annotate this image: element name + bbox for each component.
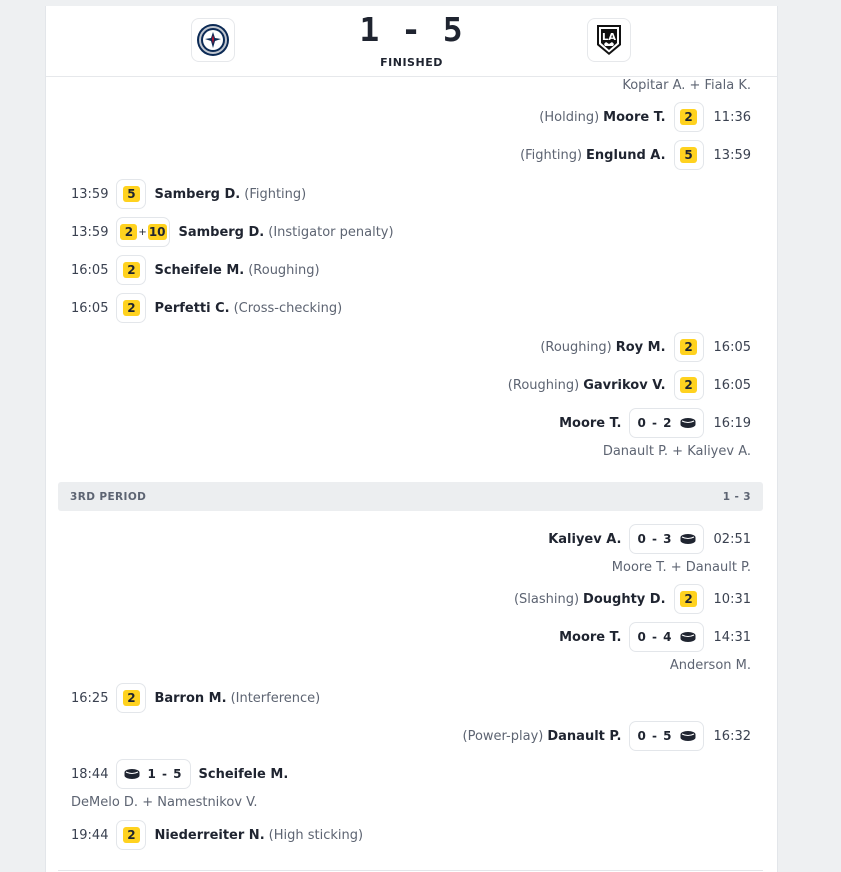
penalty-row bbox=[539, 102, 751, 132]
goal-score-box bbox=[629, 721, 703, 751]
penalty-box bbox=[116, 217, 170, 247]
goal-score-box bbox=[629, 622, 703, 652]
event-time: 10:31 bbox=[713, 591, 751, 607]
penalty-minutes-badge: 2 bbox=[680, 591, 697, 607]
player-name[interactable]: Samberg D. bbox=[178, 224, 265, 240]
penalty-reason: (Roughing) bbox=[248, 262, 320, 278]
goal-row bbox=[463, 721, 751, 751]
goal-score: 0 - 5 bbox=[637, 729, 673, 743]
penalty-minutes-badge: 2 bbox=[123, 827, 140, 843]
penalty-reason: (Slashing) bbox=[513, 591, 580, 607]
penalty-box bbox=[116, 683, 146, 713]
goal-assists: Kopitar A. + Fiala K. bbox=[622, 78, 751, 93]
period-header-3rd[interactable] bbox=[58, 482, 763, 511]
match-status: FINISHED bbox=[380, 56, 443, 69]
player-name[interactable]: Moore T. bbox=[559, 629, 622, 645]
penalty-box bbox=[674, 332, 704, 362]
player-name[interactable]: Scheifele M. bbox=[198, 766, 289, 782]
penalty-reason: (Fighting) bbox=[520, 147, 583, 163]
goal-row bbox=[71, 759, 288, 789]
event-time: 16:05 bbox=[71, 262, 109, 278]
goal-type: (Power-play) bbox=[462, 728, 544, 744]
goal-row bbox=[548, 524, 751, 554]
final-score: 1 - 5 bbox=[359, 10, 464, 49]
event-time: 11:36 bbox=[713, 109, 751, 125]
period-score: 1 - 3 bbox=[722, 490, 751, 503]
goal-assists: Danault P. + Kaliyev A. bbox=[602, 444, 751, 459]
goal-score: 0 - 3 bbox=[637, 532, 673, 546]
period-label: 3RD PERIOD bbox=[70, 490, 147, 503]
player-name[interactable]: Barron M. bbox=[154, 690, 227, 706]
penalty-box bbox=[674, 584, 704, 614]
penalty-minutes-badge: 2 bbox=[123, 690, 140, 706]
goal-score: 1 - 5 bbox=[147, 767, 183, 781]
penalty-minutes-badge: 2 bbox=[680, 377, 697, 393]
event-time: 18:44 bbox=[71, 766, 109, 782]
goal-score: 0 - 4 bbox=[637, 630, 673, 644]
penalty-reason: (High sticking) bbox=[268, 827, 364, 843]
penalty-minutes-badge: 10 bbox=[148, 225, 166, 239]
goal-score-box bbox=[629, 524, 703, 554]
penalty-box bbox=[116, 255, 146, 285]
penalty-box bbox=[116, 179, 146, 209]
penalty-row bbox=[508, 370, 751, 400]
event-time: 16:25 bbox=[71, 690, 109, 706]
penalty-minutes-badge: 2 bbox=[123, 300, 140, 316]
penalty-row bbox=[71, 217, 394, 247]
goal-score-box bbox=[629, 408, 703, 438]
match-card bbox=[45, 6, 778, 872]
penalty-row bbox=[71, 683, 320, 713]
event-time: 16:32 bbox=[713, 728, 751, 744]
penalty-row bbox=[71, 179, 306, 209]
penalty-reason: (Instigator penalty) bbox=[268, 224, 394, 240]
event-time: 16:05 bbox=[713, 377, 751, 393]
event-time: 02:51 bbox=[713, 531, 751, 547]
player-name[interactable]: Englund A. bbox=[586, 147, 666, 163]
kings-logo-icon bbox=[594, 23, 624, 57]
goal-row bbox=[559, 408, 751, 438]
goal-score-box bbox=[116, 759, 190, 789]
penalty-reason: (Roughing) bbox=[507, 377, 580, 393]
puck-icon bbox=[680, 417, 696, 429]
puck-icon bbox=[124, 768, 140, 780]
penalty-minutes-badge: 2 bbox=[680, 339, 697, 355]
event-time: 16:05 bbox=[713, 339, 751, 355]
player-name[interactable]: Danault P. bbox=[547, 728, 622, 744]
goal-score: 0 - 2 bbox=[637, 416, 673, 430]
penalty-row bbox=[540, 332, 751, 362]
penalty-minutes-badge: 2 bbox=[123, 262, 140, 278]
player-name[interactable]: Samberg D. bbox=[154, 186, 241, 202]
penalty-box bbox=[674, 370, 704, 400]
penalty-box bbox=[674, 102, 704, 132]
player-name[interactable]: Gavrikov V. bbox=[583, 377, 666, 393]
event-time: 13:59 bbox=[713, 147, 751, 163]
player-name[interactable]: Niederreiter N. bbox=[154, 827, 265, 843]
event-time: 16:05 bbox=[71, 300, 109, 316]
goal-assists: Moore T. + Danault P. bbox=[611, 560, 751, 575]
event-time: 14:31 bbox=[713, 629, 751, 645]
puck-icon bbox=[680, 533, 696, 545]
divider bbox=[58, 870, 763, 871]
event-time: 16:19 bbox=[713, 415, 751, 431]
player-name[interactable]: Kaliyev A. bbox=[548, 531, 622, 547]
penalty-box bbox=[116, 293, 146, 323]
penalty-reason: (Holding) bbox=[539, 109, 600, 125]
away-team-logo[interactable] bbox=[587, 18, 631, 62]
player-name[interactable]: Roy M. bbox=[615, 339, 666, 355]
goal-assists: Anderson M. bbox=[669, 658, 751, 673]
player-name[interactable]: Doughty D. bbox=[583, 591, 666, 607]
goal-assists: DeMelo D. + Namestnikov V. bbox=[71, 795, 258, 810]
puck-icon bbox=[680, 730, 696, 742]
player-name[interactable]: Scheifele M. bbox=[154, 262, 245, 278]
event-time: 19:44 bbox=[71, 827, 109, 843]
event-time: 13:59 bbox=[71, 186, 109, 202]
penalty-minutes-badge: 2 bbox=[680, 109, 697, 125]
penalty-row bbox=[71, 255, 320, 285]
penalty-row bbox=[71, 293, 342, 323]
penalty-row bbox=[71, 820, 363, 850]
player-name[interactable]: Moore T. bbox=[603, 109, 666, 125]
player-name[interactable]: Perfetti C. bbox=[154, 300, 230, 316]
penalty-reason: (Fighting) bbox=[244, 186, 307, 202]
penalty-minutes-badge: 5 bbox=[123, 186, 140, 202]
penalty-reason: (Cross-checking) bbox=[233, 300, 343, 316]
penalty-box bbox=[674, 140, 704, 170]
penalty-minutes-badge: 5 bbox=[680, 147, 697, 163]
player-name[interactable]: Moore T. bbox=[559, 415, 622, 431]
match-header bbox=[46, 6, 777, 77]
svg-text:LA: LA bbox=[601, 32, 617, 43]
event-time: 13:59 bbox=[71, 224, 109, 240]
penalty-row bbox=[514, 584, 751, 614]
penalty-reason: (Roughing) bbox=[540, 339, 612, 355]
puck-icon bbox=[680, 631, 696, 643]
goal-row bbox=[559, 622, 751, 652]
plus-sign: + bbox=[138, 226, 147, 238]
penalty-box bbox=[116, 820, 146, 850]
penalty-row bbox=[520, 140, 751, 170]
penalty-reason: (Interference) bbox=[230, 690, 321, 706]
penalty-minutes-badge: 2 bbox=[120, 224, 137, 240]
